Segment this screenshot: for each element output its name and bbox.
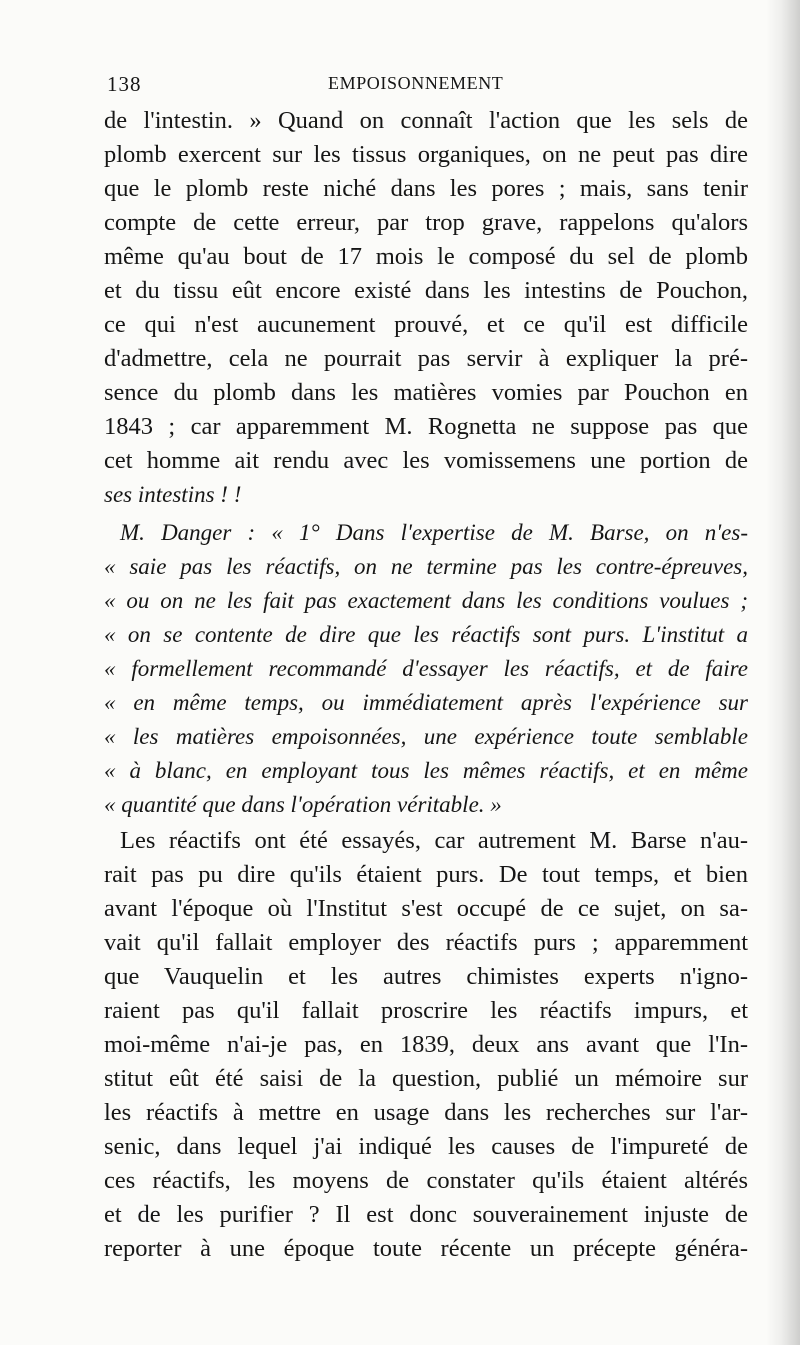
quote-line: « saie pas les réactifs, on ne termine pas les contre-épreuves, bbox=[104, 554, 748, 579]
text-line: raient pas qu'il fallait proscrire les réactifs impurs, et bbox=[104, 997, 748, 1024]
text-line: les réactifs à mettre en usage dans les recherches sur l'ar- bbox=[104, 1099, 748, 1126]
quote-line: M. Danger : « 1° Dans l'expertise de M. Barse, on n'es- bbox=[120, 520, 748, 545]
text-line: même qu'au bout de 17 mois le composé du sel de plomb bbox=[104, 243, 748, 270]
text-line: que Vauquelin et les autres chimistes experts n'igno- bbox=[104, 963, 748, 990]
text-line: reporter à une époque toute récente un précepte généra- bbox=[104, 1235, 748, 1262]
quote-line: « en même temps, ou immédiatement après l'expérience sur bbox=[104, 690, 748, 715]
quote-line: « on se contente de dire que les réactifs sont purs. L'institut a bbox=[104, 622, 748, 647]
page-header bbox=[0, 72, 800, 102]
quote-line: « les matières empoisonnées, une expérience toute semblable bbox=[104, 724, 748, 749]
text-line: ce qui n'est aucunement prouvé, et ce qu'il est difficile bbox=[104, 311, 748, 338]
text-line: stitut eût été saisi de la question, publié un mémoire sur bbox=[104, 1065, 748, 1092]
running-title: EMPOISONNEMENT bbox=[328, 73, 504, 93]
text-line: cet homme ait rendu avec les vomissemens une portion de bbox=[104, 447, 748, 474]
text-line: ces réactifs, les moyens de constater qu'ils étaient altérés bbox=[104, 1167, 748, 1194]
quote-line: « ou on ne les fait pas exactement dans les conditions voulues ; bbox=[104, 588, 748, 613]
text-line: moi-même n'ai-je pas, en 1839, deux ans avant que l'In- bbox=[104, 1031, 748, 1058]
text-line: de l'intestin. » Quand on connaît l'action que les sels de bbox=[104, 107, 748, 134]
quote-line: « formellement recommandé d'essayer les réactifs, et de faire bbox=[104, 656, 748, 681]
quote-line: « quantité que dans l'opération véritable. » bbox=[104, 792, 502, 817]
text-line: senic, dans lequel j'ai indiqué les causes de l'impureté de bbox=[104, 1133, 748, 1160]
page-number: 138 bbox=[107, 72, 142, 96]
quote-line: « à blanc, en employant tous les mêmes réactifs, et en même bbox=[104, 758, 748, 783]
text-line: ses intestins ! ! bbox=[104, 482, 242, 507]
text-line: sence du plomb dans les matières vomies par Pouchon en bbox=[104, 379, 748, 406]
text-line: avant l'époque où l'Institut s'est occupé de ce sujet, on sa- bbox=[104, 895, 748, 922]
text-line: et de les purifier ? Il est donc souverainement injuste de bbox=[104, 1201, 748, 1228]
text-line: Les réactifs ont été essayés, car autrement M. Barse n'au- bbox=[120, 827, 748, 854]
page-spine-shadow bbox=[766, 0, 800, 1345]
text-line: rait pas pu dire qu'ils étaient purs. De tout temps, et bien bbox=[104, 861, 748, 888]
text-line: compte de cette erreur, par trop grave, rappelons qu'alors bbox=[104, 209, 748, 236]
text-line: et du tissu eût encore existé dans les intestins de Pouchon, bbox=[104, 277, 748, 304]
text-line: que le plomb reste niché dans les pores ; mais, sans tenir bbox=[104, 175, 748, 202]
text-line: d'admettre, cela ne pourrait pas servir à expliquer la pré- bbox=[104, 345, 748, 372]
text-line: 1843 ; car apparemment M. Rognetta ne suppose pas que bbox=[104, 413, 748, 440]
text-line: vait qu'il fallait employer des réactifs purs ; apparemment bbox=[104, 929, 748, 956]
text-line: plomb exercent sur les tissus organiques, on ne peut pas dire bbox=[104, 141, 748, 168]
